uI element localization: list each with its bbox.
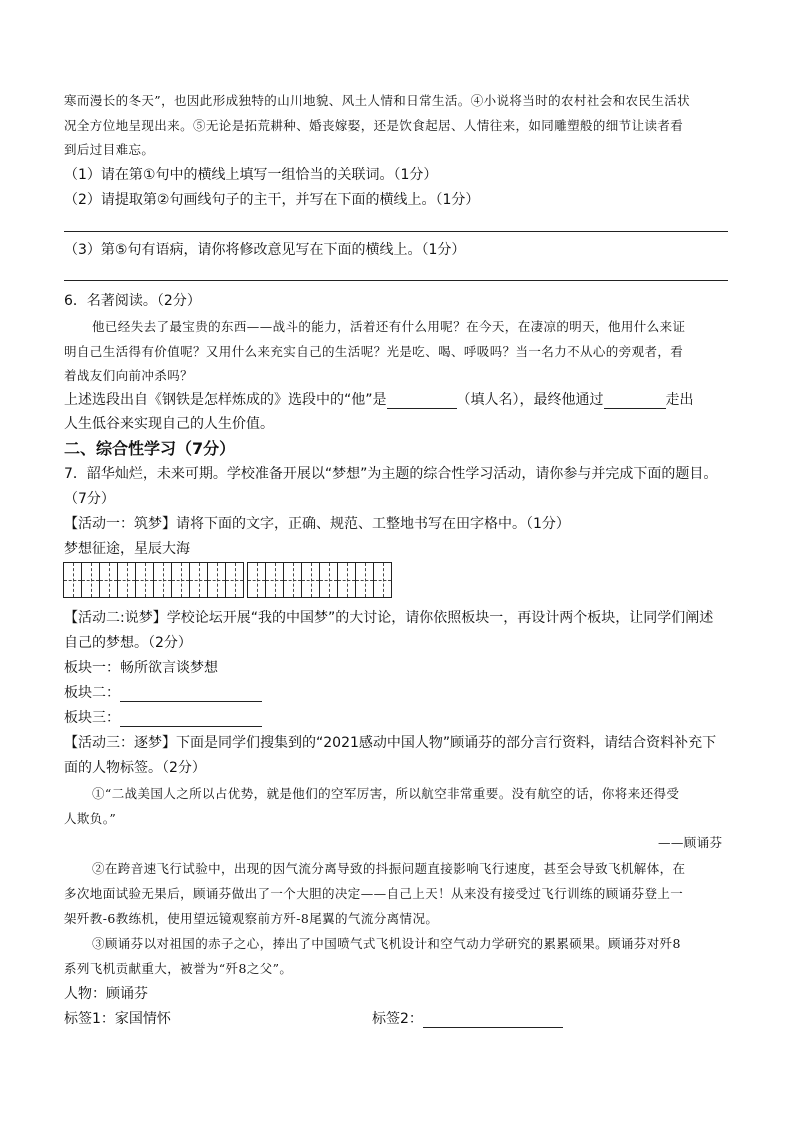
q5-sub1: （1）请在第①句中的横线上填写一组恰当的关联词。（1分） — [64, 167, 438, 183]
q6-title: 6．名著阅读。（2分） — [64, 293, 201, 309]
fill-blank[interactable] — [604, 394, 666, 409]
material-1-line-2: 人欺负。” — [64, 811, 117, 826]
activity-1-text: 梦想征途，星辰大海 — [64, 541, 190, 557]
grid-cell[interactable] — [171, 562, 190, 598]
q6-ask-a: 上述选段出自《钢铁是怎样炼成的》选段中的“他”是 — [64, 392, 387, 408]
material-2-line-3: 架歼教-6教练机，使用望远镜观察前方歼-8尾翼的气流分离情况。 — [64, 911, 439, 926]
q6-excerpt-3: 着战友们向前冲杀吗？ — [64, 368, 194, 383]
passage-line-3: 到后过目难忘。 — [64, 142, 155, 157]
block-1: 板块一：畅所欲言谈梦想 — [64, 660, 218, 676]
block-3-label: 板块三： — [64, 710, 120, 726]
q7-intro-1: 7．韶华灿烂，未来可期。学校准备开展以“梦想”为主题的综合性学习活动，请你参与并完成下面的题目。 — [64, 466, 718, 482]
grid-cell[interactable] — [153, 562, 172, 598]
q7-intro-2: （7分） — [64, 491, 115, 507]
passage-line-2: 况全方位地呈现出来。⑤无论是拓荒耕种、婚丧嫁娶，还是饮食起居、人情往来，如同雕塑般的细节让读者看 — [64, 118, 684, 133]
answer-line[interactable] — [64, 231, 728, 232]
activity-3-line-1: 【活动三：逐梦】下面是同学们搜集到的“2021感动中国人物”顾诵芬的部分言行资料，请结合资料补充下 — [64, 735, 717, 751]
activity-3-line-2: 面的人物标签。（2分） — [64, 760, 206, 776]
answer-line[interactable] — [64, 280, 728, 281]
grid-cell[interactable] — [373, 562, 392, 598]
grid-cell[interactable] — [189, 562, 208, 598]
q6-ask-b: （填人名），最终他通过 — [456, 392, 604, 408]
q6-excerpt-2: 明自己生活得有价值呢？又用什么来充实自己的生活呢？光是吃、喝、呼吸吗？当一名力不从心的旁观者，看 — [64, 344, 684, 359]
material-2-line-2: 多次地面试验无果后，顾诵芬做出了一个大胆的决定——自己上天！从来没有接受过飞行训练的顾诵芬登上一 — [64, 886, 684, 901]
fill-blank[interactable] — [387, 394, 457, 409]
tianzige-grid[interactable] — [64, 562, 392, 598]
tag-2-label: 标签2： — [372, 1011, 423, 1027]
fill-blank[interactable] — [120, 712, 262, 727]
passage-line-1: 寒而漫长的冬天”，也因此形成独特的山川地貌、风土人情和日常生活。④小说将当时的农村社会和农民生活状 — [64, 93, 690, 108]
q5-sub2: （2）请提取第②句画线句子的主干，并写在下面的横线上。（1分） — [64, 192, 480, 208]
grid-cell[interactable] — [99, 562, 118, 598]
material-3-line-1: ③顾诵芬以对祖国的赤子之心，捧出了中国喷气式飞机设计和空气动力学研究的累累硕果。顾诵芬对歼8 — [92, 936, 681, 951]
person-name: 人物：顾诵芬 — [64, 986, 148, 1002]
grid-cell[interactable] — [247, 562, 266, 598]
grid-cell[interactable] — [117, 562, 136, 598]
block-2-label: 板块二： — [64, 685, 120, 701]
grid-cell[interactable] — [265, 562, 284, 598]
grid-cell[interactable] — [337, 562, 356, 598]
tag-1: 标签1：家国情怀 — [64, 1011, 171, 1027]
material-1-line-1: ①“二战美国人之所以占优势，就是他们的空军厉害，所以航空非常重要。没有航空的话，你将来还得受 — [92, 786, 680, 801]
tag-2 — [372, 1010, 563, 1028]
q6-ask-c: 走出 — [665, 392, 694, 408]
grid-cell[interactable] — [225, 562, 244, 598]
grid-cell[interactable] — [301, 562, 320, 598]
grid-cell[interactable] — [283, 562, 302, 598]
grid-cell[interactable] — [81, 562, 100, 598]
grid-cell[interactable] — [135, 562, 154, 598]
q6-excerpt-1: 他已经失去了最宝贵的东西——战斗的能力，活着还有什么用呢？在今天，在凄凉的明天，他用什么来证 — [92, 319, 686, 334]
q5-sub3: （3）第⑤句有语病，请你将修改意见写在下面的横线上。（1分） — [64, 242, 466, 258]
block-3 — [64, 709, 262, 727]
q6-question-2: 人生低谷来实现自己的人生价值。 — [64, 416, 274, 432]
material-2-line-1: ②在跨音速飞行试验中，出现的因气流分离导致的抖振问题直接影响飞行速度，甚至会导致飞机解体，在 — [92, 861, 686, 876]
section-heading: 二、综合性学习（7分） — [64, 439, 236, 458]
grid-cell[interactable] — [319, 562, 338, 598]
grid-cell[interactable] — [207, 562, 226, 598]
block-2 — [64, 684, 262, 702]
grid-cell[interactable] — [63, 562, 82, 598]
material-3-line-2: 系列飞机贡献重大，被誉为“歼8之父”。 — [64, 961, 293, 976]
q6-question — [64, 391, 694, 409]
fill-blank[interactable] — [120, 687, 262, 702]
activity-2-line-1: 【活动二:说梦】学校论坛开展“我的中国梦”的大讨论，请你依照板块一，再设计两个板块，让同学们阐述 — [64, 610, 714, 626]
material-1-signature: ——顾诵芬 — [658, 835, 723, 850]
activity-1: 【活动一：筑梦】请将下面的文字，正确、规范、工整地书写在田字格中。（1分） — [64, 516, 570, 532]
fill-blank[interactable] — [423, 1013, 563, 1028]
activity-2-line-2: 自己的梦想。（2分） — [64, 635, 192, 651]
grid-cell[interactable] — [355, 562, 374, 598]
